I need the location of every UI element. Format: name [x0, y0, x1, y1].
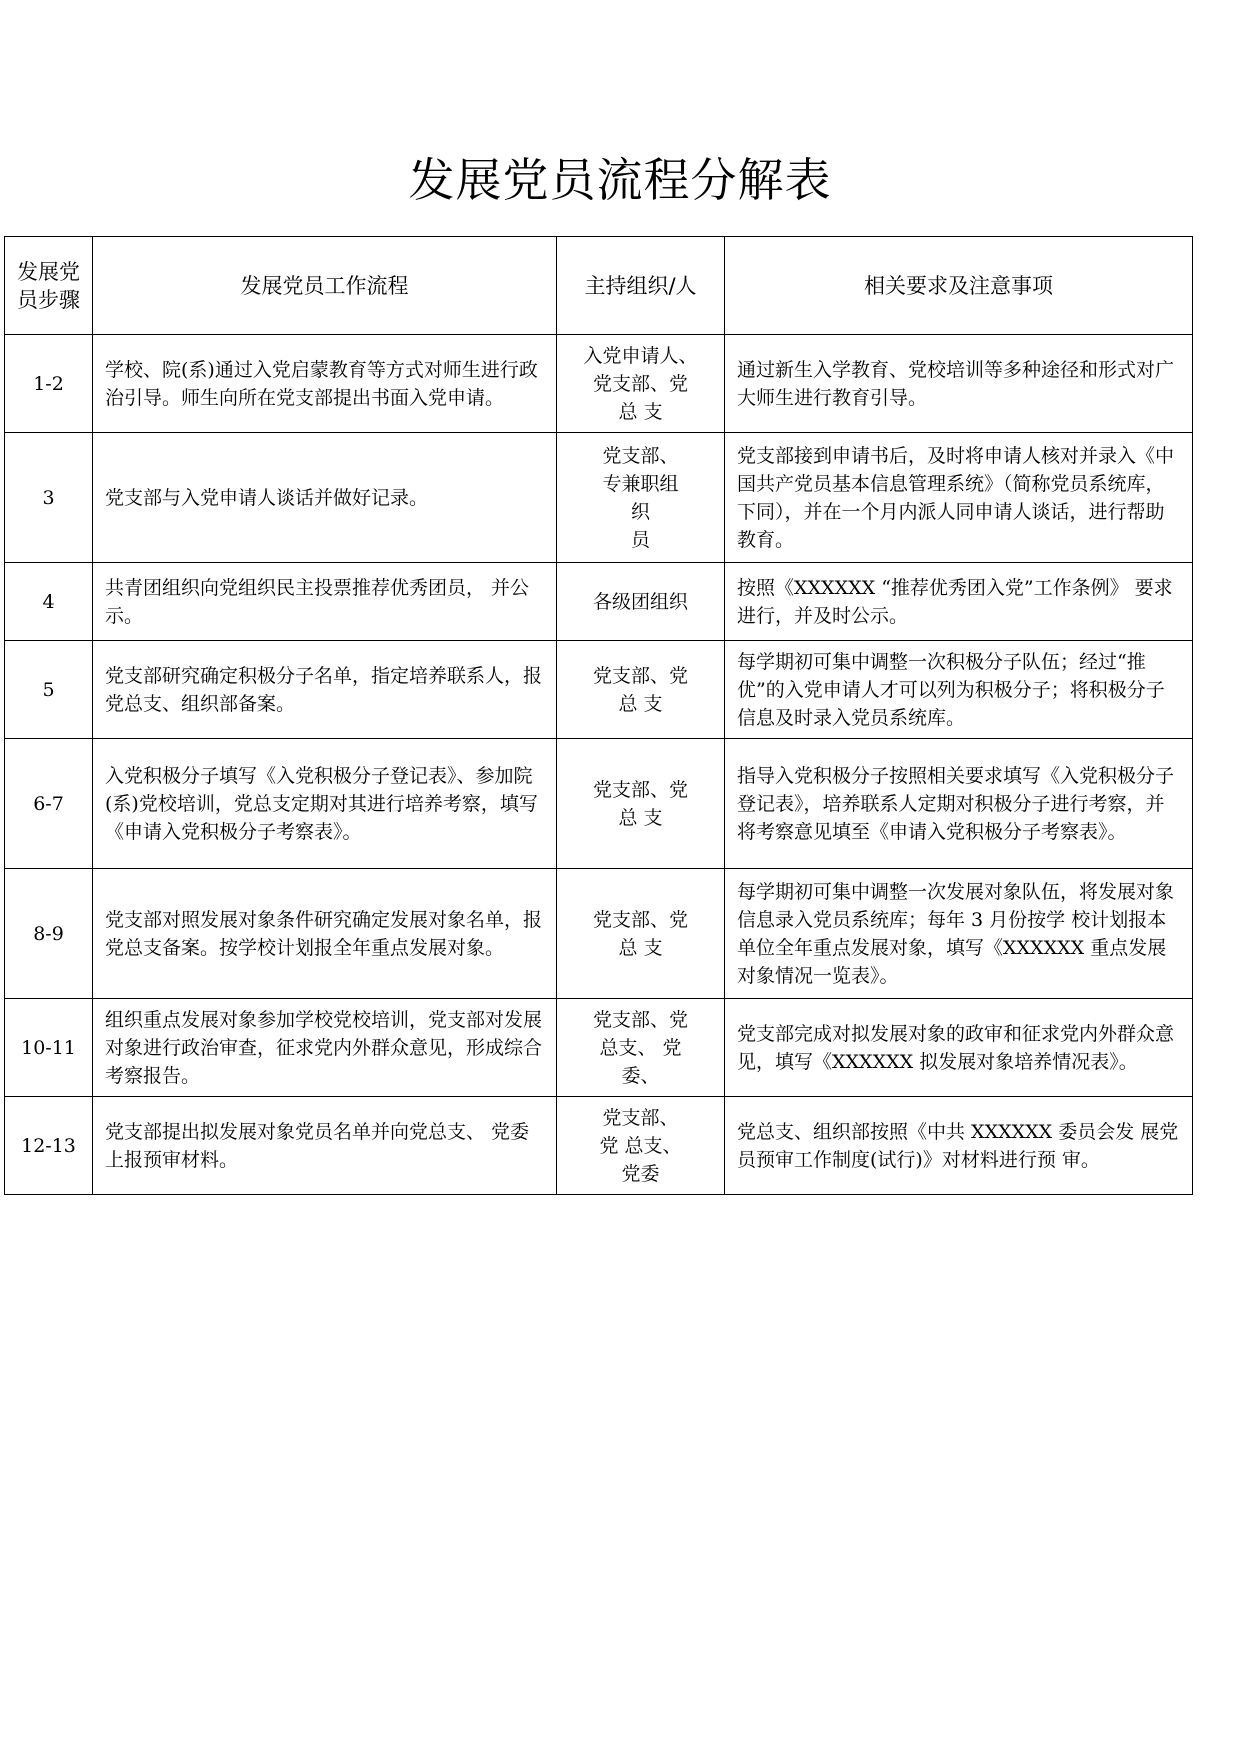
process-cell: 入党积极分子填写《入党积极分子登记表》、参加院(系)党校培训，党总支定期对其进行培养考察，填写《申请入党积极分子考察表》。 — [93, 739, 557, 869]
host-cell: 党支部、党 总 支 — [557, 739, 725, 869]
notes-cell: 党总支、组织部按照《中共 XXXXXX 委员会发 展党员预审工作制度(试行)》对材料进行预 审。 — [725, 1097, 1193, 1195]
notes-cell: 通过新生入学教育、党校培训等多种途径和形式对广大师生进行教育引导。 — [725, 335, 1193, 433]
table-row — [5, 433, 1193, 563]
process-cell: 党支部提出拟发展对象党员名单并向党总支、 党委上报预审材料。 — [93, 1097, 557, 1195]
table-row — [5, 1097, 1193, 1195]
membership-process-table — [4, 236, 1193, 1195]
host-cell: 党支部、党 总支、 党 委、 — [557, 999, 725, 1097]
process-cell: 组织重点发展对象参加学校党校培训，党支部对发展对象进行政治审查，征求党内外群众意见，形成综合考察报告。 — [93, 999, 557, 1097]
step-cell: 12-13 — [5, 1097, 93, 1195]
host-cell: 党支部、 党 总支、 党委 — [557, 1097, 725, 1195]
notes-cell: 党支部完成对拟发展对象的政审和征求党内外群众意见，填写《XXXXXX 拟发展对象培养情况表》。 — [725, 999, 1193, 1097]
notes-cell: 每学期初可集中调整一次积极分子队伍；经过“推优”的入党申请人才可以列为积极分子；将积极分子信息及时录入党员系统库。 — [725, 641, 1193, 739]
table-header-row — [5, 237, 1193, 335]
header-host: 主持组织/人 — [557, 237, 725, 335]
header-process: 发展党员工作流程 — [93, 237, 557, 335]
step-cell: 8-9 — [5, 869, 93, 999]
notes-cell: 每学期初可集中调整一次发展对象队伍，将发展对象信息录入党员系统库；每年 3 月份按学 校计划报本单位全年重点发展对象，填写《XXXXXX 重点发展对象情况一览表》。 — [725, 869, 1193, 999]
step-cell: 5 — [5, 641, 93, 739]
table-row — [5, 563, 1193, 641]
step-cell: 3 — [5, 433, 93, 563]
host-cell: 党支部、党 总 支 — [557, 869, 725, 999]
header-step: 发展党员步骤 — [5, 237, 93, 335]
step-cell: 10-11 — [5, 999, 93, 1097]
host-cell: 入党申请人、 党支部、党 总 支 — [557, 335, 725, 433]
table-row — [5, 739, 1193, 869]
notes-cell: 党支部接到申请书后，及时将申请人核对并录入《中国共产党员基本信息管理系统》（简称党员系统库，下同），并在一个月内派人同申请人谈话，进行帮助教育。 — [725, 433, 1193, 563]
table-row — [5, 641, 1193, 739]
page-title: 发展党员流程分解表 — [408, 153, 832, 207]
header-notes: 相关要求及注意事项 — [725, 237, 1193, 335]
host-cell: 各级团组织 — [557, 563, 725, 641]
step-cell: 1-2 — [5, 335, 93, 433]
step-cell: 4 — [5, 563, 93, 641]
table-row — [5, 335, 1193, 433]
process-cell: 学校、院(系)通过入党启蒙教育等方式对师生进行政治引导。师生向所在党支部提出书面入党申请。 — [93, 335, 557, 433]
host-cell: 党支部、 专兼职组 织 员 — [557, 433, 725, 563]
table-row — [5, 999, 1193, 1097]
host-cell: 党支部、党 总 支 — [557, 641, 725, 739]
notes-cell: 指导入党积极分子按照相关要求填写《入党积极分子登记表》，培养联系人定期对积极分子进行考察，并将考察意见填至《申请入党积极分子考察表》。 — [725, 739, 1193, 869]
table-row — [5, 869, 1193, 999]
process-cell: 共青团组织向党组织民主投票推荐优秀团员， 并公示。 — [93, 563, 557, 641]
process-cell: 党支部与入党申请人谈话并做好记录。 — [93, 433, 557, 563]
process-cell: 党支部研究确定积极分子名单，指定培养联系人，报党总支、组织部备案。 — [93, 641, 557, 739]
step-cell: 6-7 — [5, 739, 93, 869]
notes-cell: 按照《XXXXXX “推荐优秀团入党”工作条例》 要求进行，并及时公示。 — [725, 563, 1193, 641]
process-cell: 党支部对照发展对象条件研究确定发展对象名单，报党总支备案。按学校计划报全年重点发展对象。 — [93, 869, 557, 999]
